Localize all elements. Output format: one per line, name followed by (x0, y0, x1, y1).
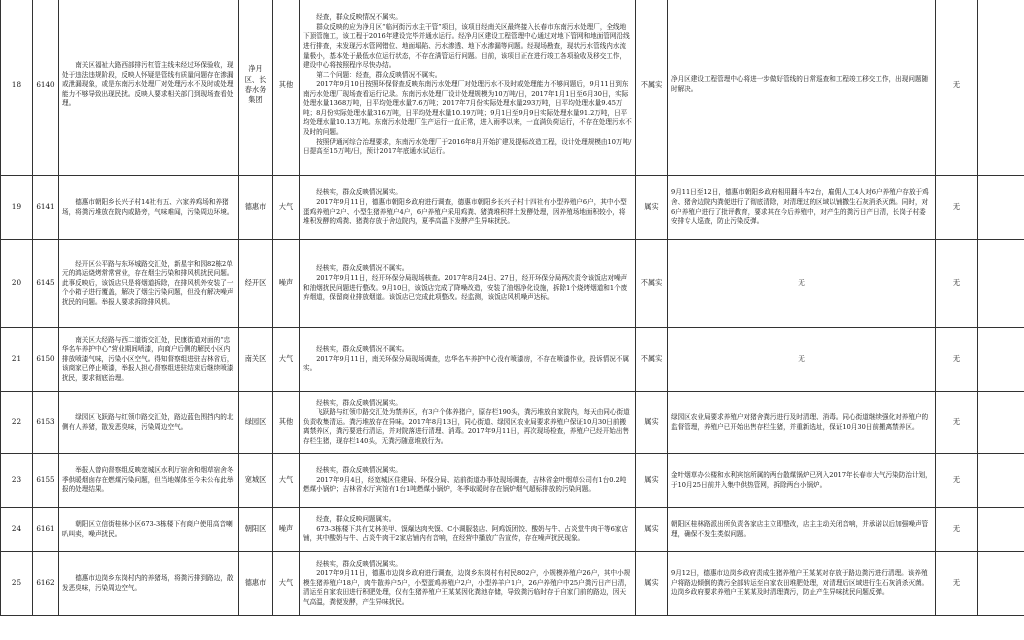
admin-area: 朝阳区 (239, 508, 273, 552)
complaint-id: 6155 (33, 454, 59, 508)
finding-paragraph: 2017年9月4日，经宽城区住建局、环保分局、站前街道办事处现场调查，吉林省金叶烟草公司有1台0.2吨燃煤小锅炉；吉林省水厅宾馆有1台1吨燃煤小锅炉，冬季取暖时存在锅炉烟气超标排放的污染问题。 (303, 475, 627, 494)
blank-cell (978, 508, 1024, 552)
pollution-type: 大气 (273, 176, 300, 240)
row-number: 21 (1, 328, 33, 392)
investigation-findings (300, 454, 636, 508)
finding-paragraph: 经核实，群众反映情况属实。 (316, 466, 402, 475)
complaint-id: 6162 (33, 552, 59, 616)
verdict: 不属实 (636, 0, 668, 176)
row-number: 23 (1, 454, 33, 508)
complaint-id: 6145 (33, 240, 59, 328)
row-number: 19 (1, 176, 33, 240)
row-number: 22 (1, 392, 33, 454)
table-row (1, 240, 1024, 328)
finding-paragraph: 经核实，群众反映情况不属实。 (316, 264, 409, 273)
accountability: 无 (936, 328, 978, 392)
finding-paragraph: 2017年9月10日按照环保督查反映东南污水处理厂对处理污水不及时或处理能力不够问题后，9月11日到东南污水处理厂现场查看运行记录。东南污水处理厂设计处理规模为10万吨/日，2017年1月1日至6月30日，实际处理水量1368万吨，日平均处理水量7.6万吨；2017年7月份实际处理水量293万吨，日平均处理水量9.45万吨；8月份实际处理水量316万吨，日平均处理水量10.19万吨；9月1日至9月9日实际处理水量91.2万吨，日平均处理水量10.13万吨。东南污水处理厂生产运行一直正常，进入雨季以来，一直满负荷运行，不存在处理污水不及时的问题。 (303, 80, 632, 136)
investigation-findings (300, 508, 636, 552)
complaint-description: 德惠市边岗乡东岗村内的养猪场，将粪污排到路边，散发恶臭味，污染周边空气。 (59, 552, 239, 616)
admin-area: 德惠市 (239, 176, 273, 240)
investigation-findings (300, 552, 636, 616)
pollution-type: 其他 (273, 0, 300, 176)
investigation-findings (300, 392, 636, 454)
remediation: 金叶烟草办公楼和水利宾馆所属的两台散煤锅炉已列入2017年长春市大气污染防治计划，于10月25日前并入集中供热管网，拆除两台小锅炉。 (668, 454, 936, 508)
complaint-description: 德惠市朝阳乡长兴子村14社有五、六家养鸡场和养猪场，将粪污堆放在院内或路旁，气味难闻，污染周边环境。 (59, 176, 239, 240)
finding-paragraph: 2017年9月11日，南关环保分局现场调查，忠华名车养护中心没有喷漆房，不存在喷漆作业，投诉情况不属实。 (303, 354, 630, 373)
investigation-findings (300, 176, 636, 240)
remediation: 9月12日，德惠市边岗乡政府责成生猪养殖户王某某对存放于路边粪污进行清理。该养殖户将路边倾倒的粪污全部转运至自家农田堆肥处理，对清理后区域进行生石灰消杀灭菌。边岗乡政府要求养殖户王某某及时清理粪污，防止产生异味扰民问题反弹。 (668, 552, 936, 616)
accountability: 无 (936, 0, 978, 176)
pollution-type: 大气 (273, 552, 300, 616)
finding-paragraph: 经核实，群众反映情况属实。 (316, 559, 402, 568)
complaint-description: 绿园区飞跃路与红领巾路交汇处，路边蓝色围挡内的北侧有人养猪，散发恶臭味，污染周边空气。 (59, 392, 239, 454)
finding-paragraph: 飞跃路与红领巾路交汇处为禁养区，有3户个体养猪户，原存栏190头，粪污堆放自家院内，每天由同心街道负责收集清运。粪污堆放存在异味。2017年8月13日，同心街道、绿园区农业局要求养殖户保证10月30日前搬离禁养区，粪污要进行清运，并对院落进行清理、消毒。2017年9月11日，再次现场检查，养殖户已经开始出售存栏生猪，现存栏140头，无粪污随意堆放行为。 (303, 408, 630, 445)
complaint-description: 南关区福祉大路西部排污杠管主线未经过环保验收，现处于违法违规阶段，反映人怀疑是管线有质量问题存在渗漏或泄漏现象，或是东南污水处理厂对处理污水不及时或处理能力不够导致出现民扰。反映人要求相关部门到现场查看处理。 (59, 0, 239, 176)
complaint-id: 6141 (33, 176, 59, 240)
row-number: 18 (1, 0, 33, 176)
finding-paragraph: 经核实，群众反映情况属实。 (316, 398, 402, 407)
table-row (1, 176, 1024, 240)
finding-paragraph: 经核实，群众反映情况不属实。 (316, 345, 409, 354)
accountability: 无 (936, 454, 978, 508)
table-row (1, 454, 1024, 508)
admin-area: 德惠市 (239, 552, 273, 616)
complaint-id: 6153 (33, 392, 59, 454)
verdict: 属实 (636, 454, 668, 508)
complaint-description: 朝阳区立信街桂林小区673-3栋楼下有商户使用高音喇叭叫卖，噪声扰民。 (59, 508, 239, 552)
pollution-type: 大气 (273, 328, 300, 392)
pollution-type: 噪声 (273, 508, 300, 552)
row-number: 20 (1, 240, 33, 328)
blank-cell (978, 176, 1024, 240)
table-row (1, 508, 1024, 552)
finding-paragraph: 2017年9月11日，经开环保分局现场核查。2017年8月24日、27日，经开环保分局两次责令该饭店对噪声和油烟扰民问题进行整改。9月10日，该饭店完成了降噪改造，安装了油烟净化设施，拆除1个烧烤烟道和1个废弃烟道，保留商业排放烟道。该饭店已完成此项整改。经监测，该饭店风机噪声达标。 (303, 273, 628, 302)
investigation-findings (300, 0, 636, 176)
verdict: 不属实 (636, 328, 668, 392)
admin-area: 净月区、长春水务集团 (239, 0, 273, 176)
verdict: 属实 (636, 176, 668, 240)
remediation: 无 (668, 240, 936, 328)
blank-cell (978, 392, 1024, 454)
accountability: 无 (936, 176, 978, 240)
blank-cell (978, 328, 1024, 392)
remediation: 9月11日至12日，德惠市朝阳乡政府相用翻斗车2台，雇佣人工4人对6户养殖户存放于鸡舍、猪舍边院内粪便进行了彻底清除，对清理过的区域以铺撒生石灰消杀灭菌。同时，对6户养殖户进行了批评教育，要求其在今后养殖中，对产生的粪污日产日清，长岗子村委安排专人巡查，防止污染反弹。 (668, 176, 936, 240)
blank-cell (978, 552, 1024, 616)
finding-paragraph: 群众反映的应为净月区“临河街污水主干管”项目，该项目经南关区最终接入长春市东南污水处理厂，全线地下顶管施工，该工程于2016年建设完毕并通水运行。经净月区建设工程管理中心通过对地下管网和地面管网沿线进行排查，未发现污水管网错位、地面塌陷、污水渗透、地下水渗漏等问题。经现场勘查，现状污水管线内水流量极小，基本处于最低水位运行状态，不存在满管运行问题。目前，该项目正在进行竣工各项验收及移交工作，建设中心将按照程序尽快办结。 (303, 22, 630, 70)
row-number: 24 (1, 508, 33, 552)
finding-paragraph: 第二个问题：经查，群众反映情况不属实。 (316, 70, 442, 79)
admin-area: 南关区 (239, 328, 273, 392)
table-row (1, 328, 1024, 392)
pollution-type: 大气 (273, 454, 300, 508)
remediation: 无 (668, 328, 936, 392)
verdict: 不属实 (636, 240, 668, 328)
finding-paragraph: 按照伊通河综合治理要求，东南污水处理厂于2016年8月开始扩建及提标改造工程，设计处理规模由10万吨/日提高至15万吨/日，预计2017年底通水试运行。 (303, 137, 632, 156)
investigation-findings (300, 328, 636, 392)
blank-cell (978, 240, 1024, 328)
complaint-id: 6161 (33, 508, 59, 552)
accountability: 无 (936, 508, 978, 552)
blank-cell (978, 0, 1024, 176)
verdict: 属实 (636, 392, 668, 454)
complaint-description: 经开区公平路与东环城路交汇处，新星宇和园82栋2单元的鸿运烧烤常常营业，存在烟尘污染和排风机扰民问题。此事反映后，该饭店只是将烟道拆除，在排风机外安装了一个小箱子进行覆盖，解决了烟尘污染问题，但没有解决噪声扰民的问题。举报人要求拆除排风机。 (59, 240, 239, 328)
table-row (1, 0, 1024, 176)
table-row (1, 552, 1024, 616)
finding-paragraph: 2017年9月11日，德惠市朝阳乡政府进行调查，德惠市朝阳乡长兴子村十四社有小型养殖户6户，其中小型蛋鸡养殖户2户、小型生猪养殖户4户，6户养殖户采用鸡粪、猪粪堆积拌土发酵处理，因养殖场地面积较小，将堆积发酵的鸡粪、猪粪存放于舍边院内，夏季高温下发酵产生异味扰民。 (303, 197, 627, 226)
finding-paragraph: 经查，群众反映情况不属实。 (316, 13, 402, 22)
blank-cell (978, 454, 1024, 508)
finding-paragraph: 673-3栋楼下共有艾林美甲、馍爆达肉夹馍、C小调服装店、阿鸡饭团饺、酸奶与牛、占炎堂牛肉干等6家店铺，其中酸奶与牛、占炎牛肉干2家店铺内有音响，在经营中播放广告宣传，存在噪声扰民现象。 (303, 524, 628, 543)
accountability: 无 (936, 240, 978, 328)
complaint-id: 6150 (33, 328, 59, 392)
pollution-type: 其他 (273, 392, 300, 454)
verdict: 属实 (636, 552, 668, 616)
admin-area: 宽城区 (239, 454, 273, 508)
remediation: 绿园区农业局要求养殖户对猪舍粪污进行及时清理、消毒。同心街道继续强化对养殖户的监督管理，养殖户已开始出售存栏生猪，并重新选址，保证10月30日前搬离禁养区。 (668, 392, 936, 454)
pollution-type: 噪声 (273, 240, 300, 328)
remediation: 朝阳区桂林路派出所负责各家店主立即整改，店主主动关闭音响，并承诺以后加强噪声管理，确保不发生类似问题。 (668, 508, 936, 552)
admin-area: 经开区 (239, 240, 273, 328)
finding-paragraph: 2017年9月11日，德惠市边岗乡政府进行调查，边岗乡东岗村有村民802户，小规模养殖户26户，其中小规模生猪养殖户18户，肉牛散养户5户，小型蛋鸡养殖户2户，小型养羊户1户，26户养殖户中25户粪污日产日清，清运至自家农田进行积肥处理，仅有生猪养殖户王某某因化粪池存储，导致粪污临时存于自家门前的路边，因天气高温，粪便发酵，产生异味扰民。 (303, 569, 631, 606)
verdict: 属实 (636, 508, 668, 552)
complaint-description: 南关区大经路与西二道街交汇处，民康街道对面的“忠华名车养护中心”营业期间喷漆，向商户后侧的解民小区内排放喷漆气味，污染小区空气。得知督察组进驻吉林省后，该商家已停止喷漆，举报人担心督察组进驻结束后继续喷漆扰民，要求彻底治理。 (59, 328, 239, 392)
remediation: 净月区建设工程管理中心将进一步做好管线的日常巡查和工程竣工移交工作，出现问题随时解决。 (668, 0, 936, 176)
accountability: 无 (936, 552, 978, 616)
investigation-findings (300, 240, 636, 328)
complaint-description: 举报人曾向督察组反映宽城区水利厅宿舍和烟草宿舍冬季供暖烟囱存在燃煤污染问题，但当地媒体至今未公布此举报的处理结果。 (59, 454, 239, 508)
accountability: 无 (936, 392, 978, 454)
row-number: 25 (1, 552, 33, 616)
complaint-id: 6140 (33, 0, 59, 176)
table-row (1, 392, 1024, 454)
admin-area: 绿园区 (239, 392, 273, 454)
finding-paragraph: 经核实，群众反映情况属实。 (316, 188, 402, 197)
finding-paragraph: 经查，群众反映问题属实。 (316, 515, 396, 524)
